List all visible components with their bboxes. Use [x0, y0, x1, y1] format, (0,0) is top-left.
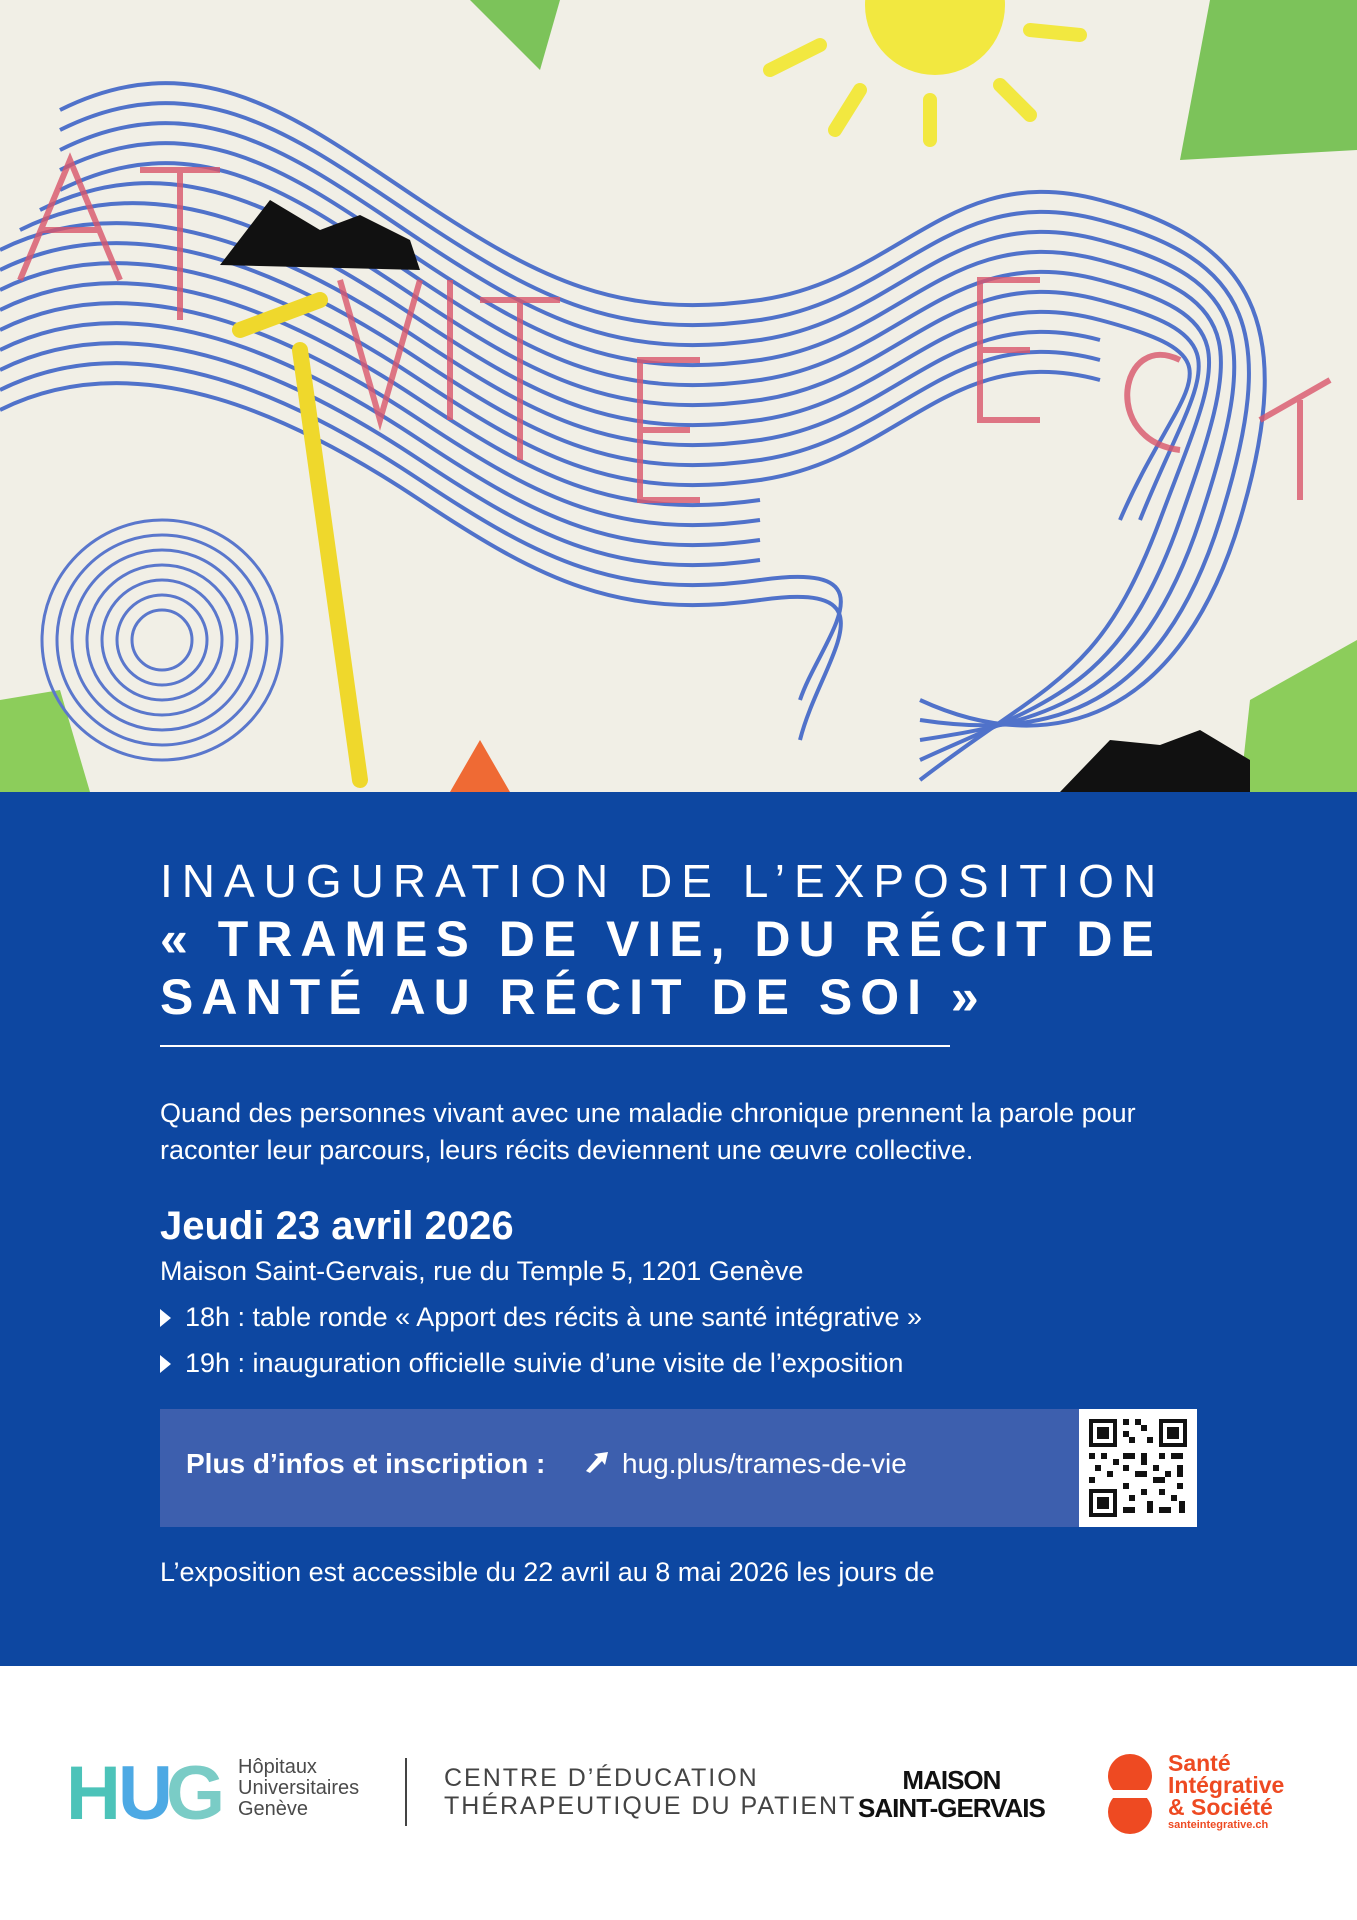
msg-line: SAINT-GERVAIS	[858, 1793, 1045, 1823]
event-date: Jeudi 23 avril 2026	[160, 1204, 514, 1248]
qr-code[interactable]	[1079, 1409, 1197, 1527]
svg-text:U: U	[118, 1755, 169, 1827]
footer-logos	[0, 1666, 1357, 1920]
program-item-text: 19h : inauguration officielle suivie d’une visite de l’exposition	[185, 1348, 904, 1378]
program-item	[160, 1302, 922, 1333]
maison-saint-gervais-logo	[858, 1766, 1045, 1822]
sis-logo-icon	[1100, 1754, 1160, 1834]
hug-name-line: Hôpitaux	[238, 1756, 317, 1778]
hug-logo	[66, 1755, 222, 1832]
cetp-name	[444, 1764, 856, 1820]
program-item-text: 18h : table ronde « Apport des récits à une santé intégrative »	[185, 1302, 922, 1332]
artwork-illustration	[0, 0, 1357, 792]
event-kicker: INAUGURATION DE L’EXPOSITION	[160, 855, 1166, 907]
exhibition-access: L’exposition est accessible du 22 avril au 8 mai 2026 les jours de	[160, 1557, 935, 1587]
qr-code-icon	[1079, 1409, 1197, 1527]
hug-name-line: Genève	[238, 1798, 309, 1820]
event-title-line1: « TRAMES DE VIE, DU RÉCIT DE	[160, 911, 1162, 967]
logo-divider	[405, 1758, 407, 1826]
arrow-icon	[584, 1448, 610, 1480]
sis-url: santeintegrative.ch	[1168, 1819, 1269, 1831]
svg-text:G: G	[166, 1755, 222, 1827]
registration-link[interactable]	[584, 1448, 907, 1480]
sis-name-line: & Société	[1168, 1794, 1273, 1820]
registration-label: Plus d’infos et inscription :	[186, 1448, 546, 1479]
hug-name-line: Universitaires	[238, 1777, 360, 1799]
bullet-triangle-icon	[160, 1355, 171, 1373]
svg-text:H: H	[66, 1755, 117, 1827]
cetp-name-line: THÉRAPEUTIQUE DU PATIENT	[444, 1792, 857, 1820]
registration-link-text: hug.plus/trames-de-vie	[622, 1448, 907, 1479]
event-title	[160, 910, 1162, 1026]
hug-name	[238, 1757, 359, 1820]
sis-name-line: Santé	[1168, 1750, 1231, 1776]
title-divider	[160, 1045, 950, 1047]
bullet-triangle-icon	[160, 1309, 171, 1327]
hero-artwork	[0, 0, 1357, 792]
sis-name-line: Intégrative	[1168, 1772, 1285, 1798]
sis-name	[1168, 1752, 1284, 1832]
registration-box	[160, 1409, 1197, 1527]
event-title-line2: SANTÉ AU RÉCIT DE SOI »	[160, 969, 987, 1025]
hug-logo-icon	[66, 1755, 222, 1827]
program-item	[160, 1348, 903, 1379]
event-panel	[0, 792, 1357, 1666]
sis-logo-mark	[1100, 1754, 1160, 1839]
msg-line: MAISON	[902, 1765, 1001, 1795]
event-intro: Quand des personnes vivant avec une maladie chronique prennent la parole pour raconter leur parcours, leurs récits deviennent une œuvre collective.	[160, 1098, 1136, 1165]
event-place: Maison Saint-Gervais, rue du Temple 5, 1201 Genève	[160, 1256, 804, 1286]
cetp-name-line: CENTRE D’ÉDUCATION	[444, 1764, 759, 1792]
